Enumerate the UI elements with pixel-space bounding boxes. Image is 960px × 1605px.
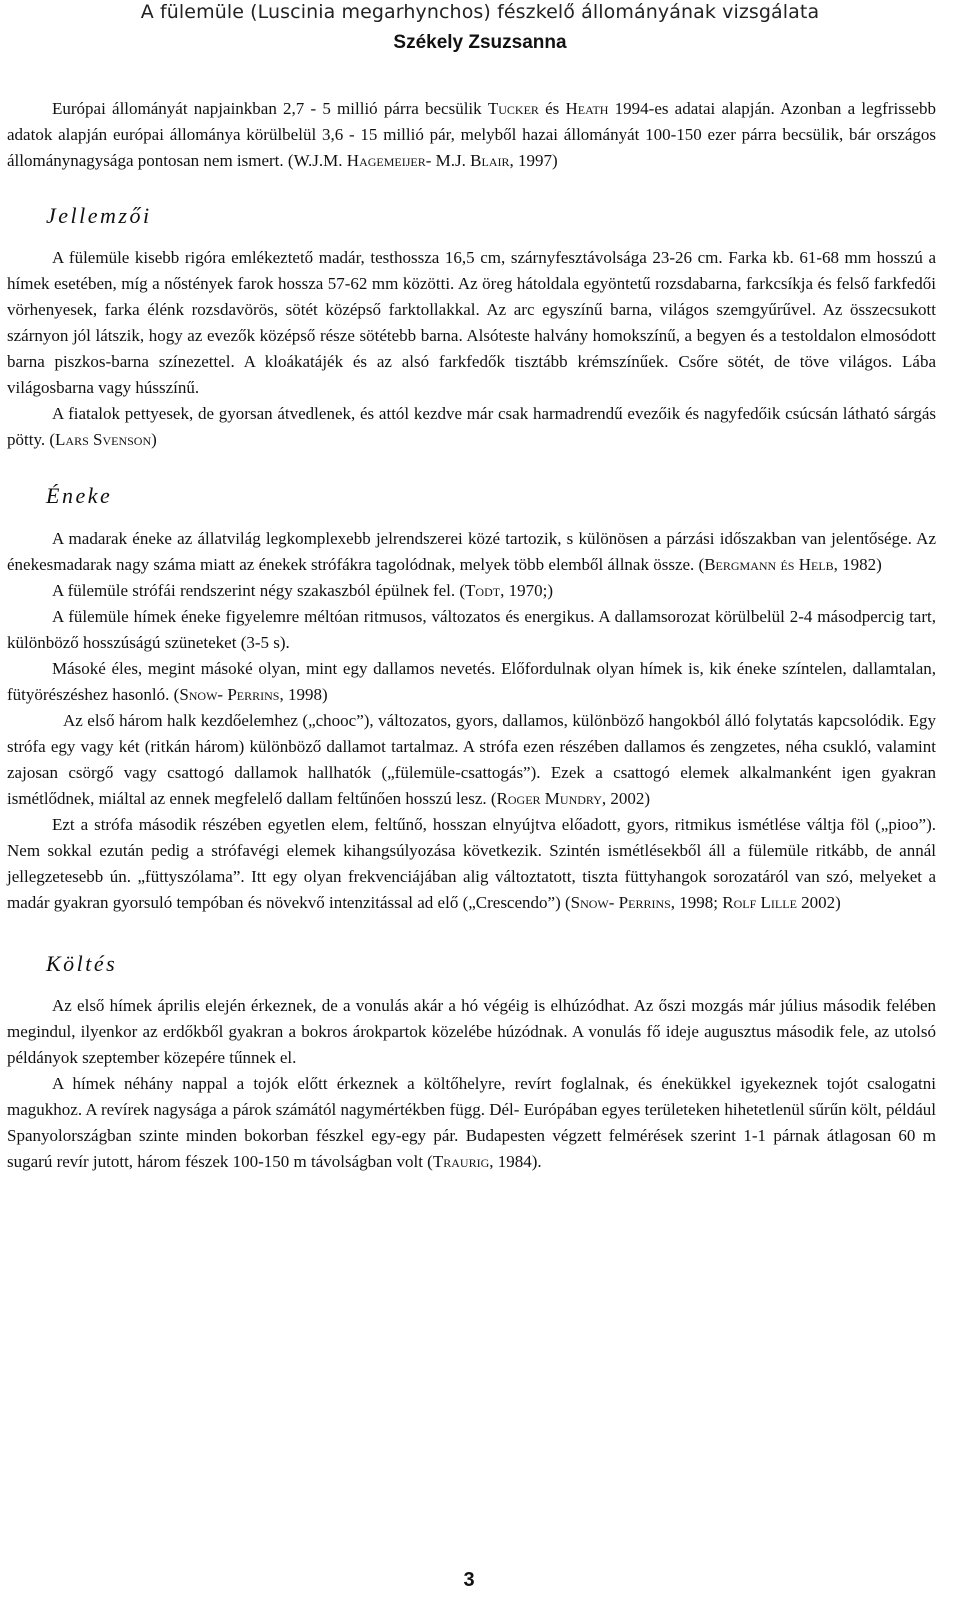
intro-text: , 1997)	[509, 151, 558, 170]
citation-author: Roger Mundry	[496, 789, 602, 808]
document-body	[7, 96, 936, 1175]
citation-author: Rolf Lille	[722, 893, 797, 912]
section-heading-eneke: Éneke	[46, 483, 113, 508]
author-name: Székely Zsuzsanna	[393, 32, 567, 53]
intro-text: Európai állományát napjainkban 2,7 - 5 millió párra becsülik	[52, 99, 488, 118]
paragraph-text: 2002)	[796, 893, 841, 912]
citation-author: Lars Svenson	[55, 430, 152, 449]
running-title: A fülemüle (Luscinia megarhynchos) fészkelő állományának vizsgálata	[140, 1, 820, 23]
citation-author: Bergmann és Helb	[704, 555, 834, 574]
paragraph	[7, 401, 936, 453]
paragraph-text: Ezt a strófa második részében egyetlen elem, feltűnő, hosszan elnyújtva előadott, gyors, ritmikus ismétlése váltja föl („pioo”). Nem sokkal ezután pedig a strófavégi elemek kihangsúlyozása következik. Szintén ismétlésekből áll a fülemüle ritkább, de annál jellegzetesebb ún. „füttyszólama”. Itt egy olyan frekvenciájában alig változtatott, tiszta füttyhangok sorozatáról van szó, melyeket a madár gyakran gyorsuló tempóban és növekvő intenzitással ad elő („Crescendo”) (	[7, 815, 936, 912]
citation-author: Snow- Perrins	[570, 893, 671, 912]
intro-text: 1994-es adatai alapján. Azonban a legfrissebb adatok alapján európai állománya körülbelül 3,6 - 15 millió pár, melyből hazai állományát 100-150 ezer párra becsülik, bár országos állománynagysága pontosan nem ismert. (W.J.M.	[7, 99, 936, 170]
paragraph-text: , 1998;	[670, 893, 723, 912]
paragraph-text: , 1982)	[833, 555, 882, 574]
citation-author: Snow- Perrins	[179, 685, 280, 704]
citation-author: Traurig	[432, 1152, 490, 1171]
paragraph-text: Az első három halk kezdőelemhez („chooc”), változatos, gyors, dallamos, különböző hangokból álló folytatás kapcsolódik. Egy strófa egy vagy két (ritkán három) különböző dallamot tartalmaz. A strófa ezen részében dallamos és zengzetes, néha csukló, valamint zajosan csörgő vagy csattogó dallamok hallhatók („fülemüle-csattogás”). Ezek a csattogó elemek alkalmanként igen gyakran ismétlődnek, miáltal az ennek megfelelő dallam feltűnően hosszú lesz. (	[7, 711, 936, 808]
paragraph-text: )	[151, 430, 157, 449]
citation-author: Blair	[470, 151, 510, 170]
paragraph	[7, 1071, 936, 1175]
paragraph-text: , 1970;)	[500, 581, 553, 600]
paragraph-text: A hímek néhány nappal a tojók előtt érkeznek a költőhelyre, revírt foglalnak, és énekükkel igyekeznek tojót csalogatni magukhoz. A revírek nagysága a párok számától nagymértékben függ. Dél- Európában egyes területeken hihetetlenül sűrűn költ, például Spanyolországban szinte minden bokorban fészkel egy-egy pár. Budapesten végzett felmérések szerint 1-1 párnak átlagosan 60 m sugarú revír jutott, három fészek 100-150 m távolságban volt (	[7, 1074, 936, 1171]
paragraph: A fülemüle kisebb rigóra emlékeztető madár, testhossza 16,5 cm, szárnyfesztávolsága 23-26 cm. Farka kb. 61-68 mm hosszú a hímek esetében, míg a nőstények farok hossza 57-62 mm közötti. Az öreg hátoldala egyöntetű rozsdabarna, farkcsíkja és felső farkfedői vörhenyesek, farka élénk rozsdavörös, sötét középső farktollakkal. Az arc egyszínű barna, világos szemgyűrűvel. Az összecsukott szárnyon jól látszik, hogy az evezők középső része sötétebb barna. Alsóteste halvány homokszínű, a begyen és a testoldalon elmosódott barna piszkos-barna színezettel. A kloákatájék és az alsó farkfedők tisztább krémszínűek. Csőre sötét, de töve világos. Lába világosbarna vagy hússzínű.	[7, 248, 936, 397]
intro-text: és	[538, 99, 566, 118]
section-heading-koltes: Költés	[46, 951, 118, 976]
page-header	[0, 0, 960, 55]
paragraph-text: , 2002)	[601, 789, 651, 808]
paragraph	[7, 578, 936, 604]
paragraph	[7, 708, 936, 812]
paragraph-text: , 1984).	[489, 1152, 542, 1171]
citation-author: Todt	[465, 581, 501, 600]
intro-paragraph	[7, 96, 936, 174]
citation-author: Heath	[565, 99, 609, 118]
paragraph: A fülemüle hímek éneke figyelemre méltóan ritmusos, változatos és energikus. A dallamsorozat körülbelül 2-4 másodpercig tart, különböző hosszúságú szüneteket (3-5 s).	[7, 607, 936, 652]
paragraph	[7, 526, 936, 578]
citation-author: Tucker	[487, 99, 539, 118]
page-number: 3	[463, 1569, 475, 1591]
paragraph-text: A madarak éneke az állatvilág legkomplexebb jelrendszerei közé tartozik, s különösen a párzási időszakban van jelentősége. Az énekesmadarak nagy száma miatt az énekek strófákra tagolódnak, melyek több elemből állnak össze. (	[7, 529, 936, 574]
citation-author: Hagemeijer	[346, 151, 426, 170]
section-heading-jellemzoi: Jellemzői	[46, 203, 152, 228]
paragraph	[7, 812, 936, 916]
paragraph-text: , 1998)	[279, 685, 328, 704]
paragraph-text: Másoké éles, megint másoké olyan, mint egy dallamos nevetés. Előfordulnak olyan hímek is, kik éneke színtelen, dallamtalan, fütyörészéshez hasonló. (	[7, 659, 936, 704]
paragraph-text: A fiatalok pettyesek, de gyorsan átvedlenek, és attól kezdve már csak harmadrendű evezőik és nagyfedőik csúcsán látható sárgás pötty. (	[7, 404, 936, 449]
paragraph-text: A fülemüle strófái rendszerint négy szakaszból épülnek fel. (	[52, 581, 466, 600]
paragraph	[7, 656, 936, 708]
paragraph: Az első hímek április elején érkeznek, de a vonulás akár a hó végéig is elhúzódhat. Az őszi mozgás már július második felében megindul, ilyenkor az erdőkből gyakran a bokros árokpartok közelébe húzódnak. A vonulás fő ideje augusztus második fele, az utolsó példányok szeptember közepére tűnnek el.	[7, 996, 936, 1067]
intro-text: - M.J.	[425, 151, 471, 170]
